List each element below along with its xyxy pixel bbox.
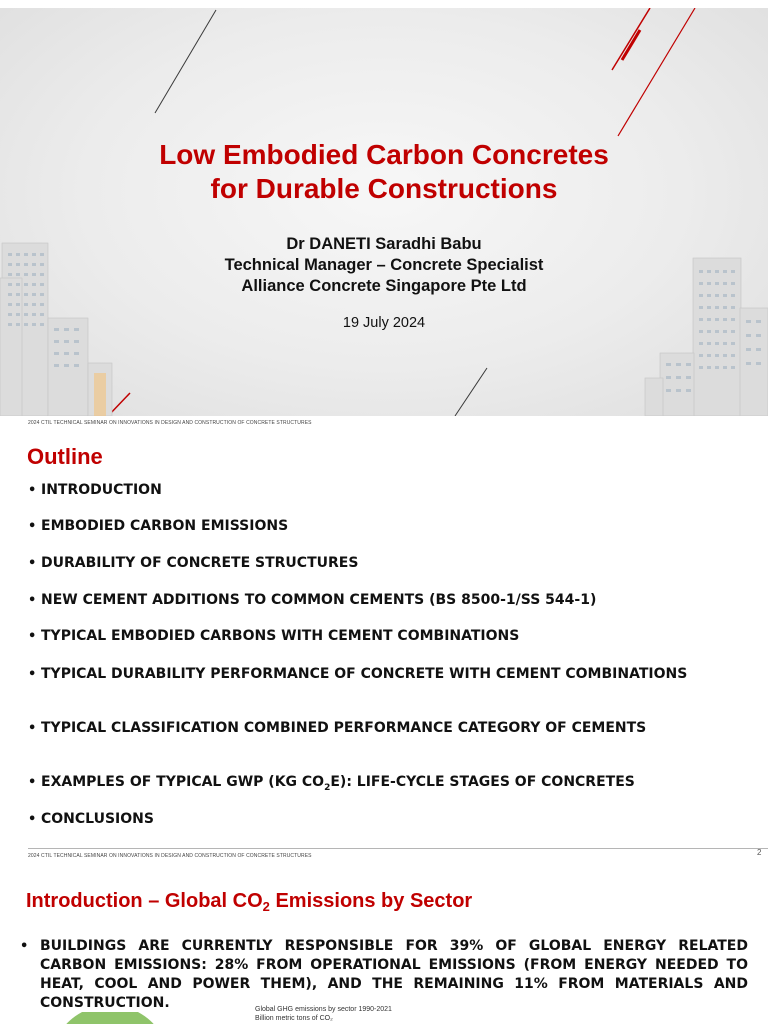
introduction-paragraph: • BUILDINGS ARE CURRENTLY RESPONSIBLE FOR 39% OF GLOBAL ENERGY RELATED CARBON EMISSIONS: 28% FROM OPERATIONAL EMISSIONS (FROM ENERGY NEEDED TO HEAT, COOL AND POWER THEM), AND THE REMAINING 11% FROM MATERIALS AND CONSTRUCTION. [20, 938, 748, 1011]
author-role: Technical Manager – Concrete Specialist [224, 256, 544, 274]
list-item: • INTRODUCTION [28, 482, 162, 498]
list-item: • CONCLUSIONS [28, 811, 154, 827]
introduction-slide [0, 860, 768, 1024]
introduction-heading: Introduction – Global $CO_2$ Emissions by Sector [26, 890, 473, 914]
presentation-title [0, 138, 768, 206]
author-name: Dr DANETI Saradhi Babu [286, 235, 482, 253]
building-skyline-decoration [0, 8, 768, 416]
author-block [0, 234, 768, 297]
page-number: 2 [757, 848, 762, 857]
list-item: • NEW CEMENT ADDITIONS TO COMMON CEMENTS (BS 8500-1/SS 544-1) [28, 592, 597, 608]
outline-heading: Outline [27, 444, 103, 469]
list-item: • EMBODIED CARBON EMISSIONS [28, 518, 289, 534]
slide-footer-1: 2024 CTIL TECHNICAL SEMINAR ON INNOVATIONS IN DESIGN AND CONSTRUCTION OF CONCRETE STRUCTURES [28, 420, 312, 426]
title-line-1: Low Embodied Carbon Concretes [159, 139, 609, 170]
list-item: • DURABILITY OF CONCRETE STRUCTURES [28, 555, 359, 571]
title-slide [0, 8, 768, 416]
list-item: • TYPICAL EMBODIED CARBONS WITH CEMENT COMBINATIONS [28, 628, 520, 644]
chart-preview [40, 1012, 180, 1024]
chart-caption: Global GHG emissions by sector 1990-2021 Billion metric tons of CO₂ [255, 1006, 392, 1022]
title-line-2: for Durable Constructions [210, 173, 558, 204]
slide-footer-2: 2024 CTIL TECHNICAL SEMINAR ON INNOVATIONS IN DESIGN AND CONSTRUCTION OF CONCRETE STRUCTURES [28, 853, 312, 859]
list-item: • EXAMPLES OF TYPICAL GWP (KG $CO_2E$): LIFE-CYCLE STAGES OF CONCRETES [28, 774, 635, 793]
list-item: • TYPICAL DURABILITY PERFORMANCE OF CONCRETE WITH CEMENT COMBINATIONS [28, 666, 688, 682]
author-organisation: Alliance Concrete Singapore Pte Ltd [241, 277, 527, 295]
slide-divider [28, 848, 768, 849]
presentation-date: 19 July 2024 [342, 315, 426, 331]
outline-slide [0, 428, 768, 848]
list-item: • TYPICAL CLASSIFICATION COMBINED PERFORMANCE CATEGORY OF CEMENTS [28, 720, 647, 736]
